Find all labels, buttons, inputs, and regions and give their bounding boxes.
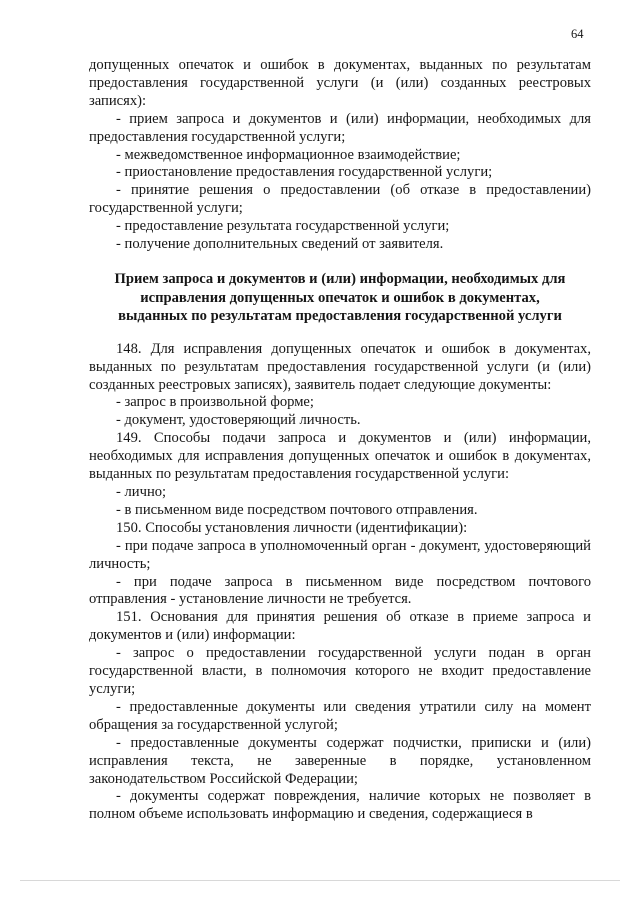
paragraph: 149. Способы подачи запроса и документов и (или) информации, необходимых для исправления допущенных опечаток и ошибок в документах, выданных по результатам предоставления государственной услуги: (89, 430, 591, 483)
paragraph: - предоставление результата государственной услуги; (116, 218, 450, 235)
paragraph: - запрос в произвольной форме; (116, 394, 314, 411)
paragraph: - получение дополнительных сведений от заявителя. (116, 236, 444, 253)
paragraph: - приостановление предоставления государственной услуги; (116, 164, 493, 181)
paragraph: 148. Для исправления допущенных опечаток и ошибок в документах, выданных по результатам предоставления государственной услуги (и (или) созданных реестровых записях), заявитель подает следующие документы: (89, 340, 591, 393)
paragraph: - предоставленные документы содержат подчистки, приписки и (или) исправления текста, не заверенные в порядке, установленном законодательством Российской Федерации; (89, 734, 591, 787)
bottom-paragraphs (89, 341, 591, 824)
paragraph: 150. Способы установления личности (идентификации): (116, 519, 468, 536)
section-heading: Прием запроса и документов и (или) информации, необходимых для исправления допущенных опечаток и ошибок в документах, выданных по результатам предоставления государственной услуги (114, 270, 566, 325)
paragraph: - при подаче запроса в уполномоченный орган - документ, удостоверяющий личность; (89, 537, 591, 572)
paragraph: - документы содержат повреждения, наличие которых не позволяет в полном объеме использовать информацию и сведения, содержащиеся в (89, 788, 591, 823)
document-body (89, 57, 591, 824)
page-number: 64 (571, 27, 584, 41)
paragraph: 151. Основания для принятия решения об отказе в приеме запроса и документов и (или) информации: (89, 609, 591, 644)
paragraph: - в письменном виде посредством почтового отправления. (116, 501, 478, 518)
paragraph: - принятие решения о предоставлении (об отказе в предоставлении) государственной услуги; (89, 182, 591, 217)
scan-edge-line (20, 880, 620, 881)
paragraph: - прием запроса и документов и (или) информации, необходимых для предоставления государственной услуги; (89, 110, 591, 145)
paragraph: - межведомственное информационное взаимодействие; (116, 146, 461, 163)
paragraph: - предоставленные документы или сведения утратили силу на момент обращения за государственной услугой; (89, 698, 591, 733)
paragraph: - документ, удостоверяющий личность. (116, 412, 361, 429)
paragraph: - запрос о предоставлении государственной услуги подан в орган государственной власти, в полномочия которого не входит предоставление услуги; (89, 645, 591, 697)
top-paragraphs (89, 57, 591, 254)
paragraph: - при подаче запроса в письменном виде посредством почтового отправления - установление личности не требуется. (89, 573, 591, 608)
paragraph: - лично; (116, 484, 167, 500)
paragraph: допущенных опечаток и ошибок в документах, выданных по результатам предоставления государственной услуги (и (или) созданных реестровых записях): (89, 57, 591, 109)
